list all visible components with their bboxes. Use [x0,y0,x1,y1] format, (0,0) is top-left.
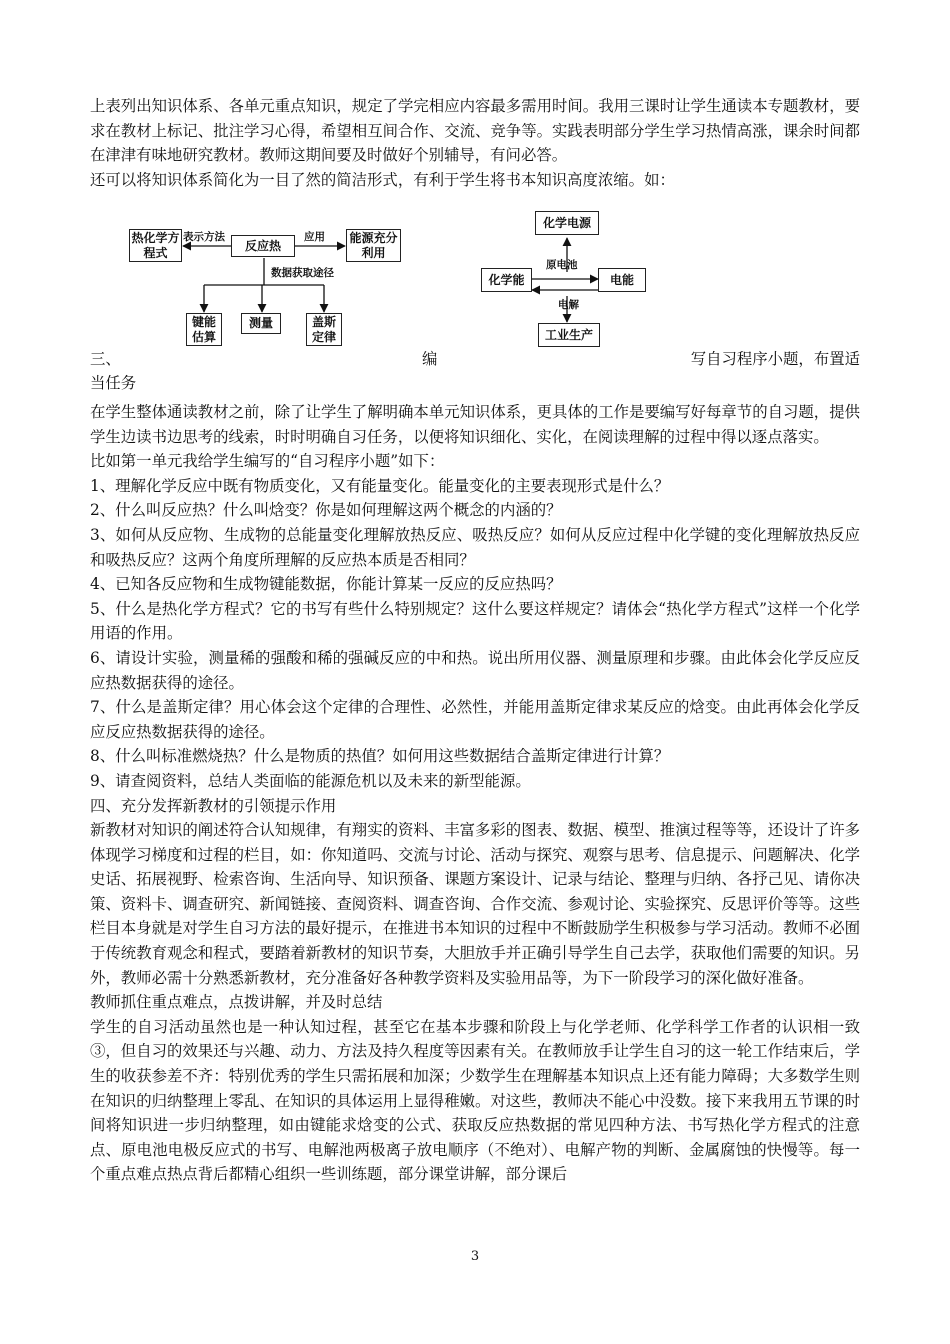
heading3-part-a: 三、 [90,350,121,368]
heading3-part-c: 写自习程序小题，布置适 [690,350,860,368]
list-item: 5、什么是热化学方程式？它的书写有些什么特别规定？这什么要这样规定？请体会“热化学方程式”这样一个化学用语的作用。 [90,599,860,643]
box-industry: 工业生产 [538,323,600,347]
paragraph: 上表列出知识体系、各单元重点知识，规定了学完相应内容最多需用时间。我用三课时让学生通读本专题教材，要求在教材上标记、批注学习心得，希望相互间合作、交流、竞争等。实践表明部分学生学习热情高涨，课余时间都在津津有味地研究教材。教师这期间要及时做好个别辅导，有问必答。 [90,97,860,165]
heading3-part-b: 编 [422,350,438,368]
box-chem-energy: 化学能 [481,268,532,292]
box-energy-use: 能源充分利用 [346,229,401,262]
list-item: 9、请查阅资料，总结人类面临的能源危机以及未来的新型能源。 [90,771,531,790]
label-apply: 应用 [304,231,325,243]
section-heading-five: 教师抓住重点难点，点拨讲解，并及时总结 [90,993,383,1012]
heading3-continuation: 当任务 [90,374,137,392]
paragraph: 学生的自习活动虽然也是一种认知过程，甚至它在基本步骤和阶段上与化学老师、化学科学工作者的认识相一致③，但自习的效果还与兴趣、动力、方法及持久程度等因素有关。在教师放手让学生自习的这一轮工作结束后，学生的收获参差不齐：特别优秀的学生只需拓展和加深；少数学生在理解基本知识点上还有能力障碍；大多数学生则在知识的归纳整理上零乱、在知识的具体运用上显得稚嫩。对这些，教师决不能心中没数。接下来我用五节课的时间将知识进一步归纳整理，如由键能求焓变的公式、获取反应热数据的常见四种方法、书写热化学方程式的注意点、原电池电极反应式的书写、电解池两极离子放电顺序（不绝对）、电解产物的判断、金属腐蚀的快慢等。每一个重点难点热点背后都精心组织一些训练题，部分课堂讲解，部分课后 [90,1017,860,1184]
box-bond-energy: 键能估算 [186,313,222,346]
page-number: 3 [470,1249,480,1264]
box-hess-law: 盖斯定律 [306,313,342,346]
box-electric: 电能 [598,268,646,292]
list-item: 3、如何从反应物、生成物的总能量变化理解放热反应、吸热反应？如何从反应过程中化学键的变化理解放热反应和吸热反应？这两个角度所理解的反应热本质是否相同？ [90,525,860,569]
box-reaction-heat: 反应热 [231,235,295,257]
label-electrolysis: 电解 [558,299,579,311]
list-item: 4、已知各反应物和生成物键能数据，你能计算某一反应的反应热吗？ [90,575,562,594]
section-heading-four: 四、充分发挥新教材的引领提示作用 [90,796,337,815]
paragraph: 新教材对知识的阐述符合认知规律，有翔实的资料、丰富多彩的图表、数据、模型、推演过程等等，还设计了许多体现学习梯度和过程的栏目，如：你知道吗、交流与讨论、活动与探究、观察与思考、信息提示、问题解决、化学史话、拓展视野、检索咨询、生活向导、知识预备、课题方案设计、记录与结论、整理与归纳、各抒己见、请你决策、资料卡、调查研究、新闻链接、查阅资料、调查咨询、合作交流、参观讨论、实验探究、反思评价等等。这些栏目本身就是对学生自习方法的最好提示，在推进书本知识的过程中不断鼓励学生积极参与学习活动。教师不必囿于传统教育观念和程式，要踏着新教材的知识节奏，大胆放手并正确引导学生自己去学，获取他们需要的知识。另外，教师必需十分熟悉新教材，充分准备好各种教学资料及实验用品等，为下一阶段学习的深化做好准备。 [90,821,860,987]
list-item: 7、什么是盖斯定律？用心体会这个定律的合理性、必然性，并能用盖斯定律求某反应的焓变。由此再体会化学反应反应热数据获得的途径。 [90,698,860,741]
label-cell: 原电池 [546,259,578,271]
paragraph: 还可以将知识体系简化为一目了然的简洁形式，有利于学生将书本知识高度浓缩。如： [90,170,675,189]
label-method: 表示方法 [183,231,225,243]
label-obtain: 数据获取途径 [271,267,334,279]
list-item: 8、什么叫标准燃烧热？什么是物质的热值？如何用这些数据结合盖斯定律进行计算？ [90,747,670,766]
paragraph: 比如第一单元我给学生编写的“自习程序小题”如下： [90,452,445,471]
list-item: 1、理解化学反应中既有物质变化，又有能量变化。能量变化的主要表现形式是什么？ [90,476,670,495]
box-measure: 测量 [241,313,281,334]
text-block-bottom [90,400,860,1187]
paragraph: 在学生整体通读教材之前，除了让学生了解明确本单元知识体系，更具体的工作是要编写好每章节的自习题，提供学生边读书边思考的线索，时时明确自习任务，以便将知识细化、实化，在阅读理解的过程中得以逐点落实。 [90,403,860,446]
list-item: 2、什么叫反应热？什么叫焓变？你是如何理解这两个概念的内涵的？ [90,501,562,520]
box-thermo-equation: 热化学方程式 [129,229,182,262]
section-heading-three [90,347,860,371]
list-item: 6、请设计实验，测量稀的强酸和稀的强碱反应的中和热。说出所用仪器、测量原理和步骤。由此体会化学反应反应热数据获得的途径。 [90,648,860,692]
box-chem-power: 化学电源 [535,211,599,235]
